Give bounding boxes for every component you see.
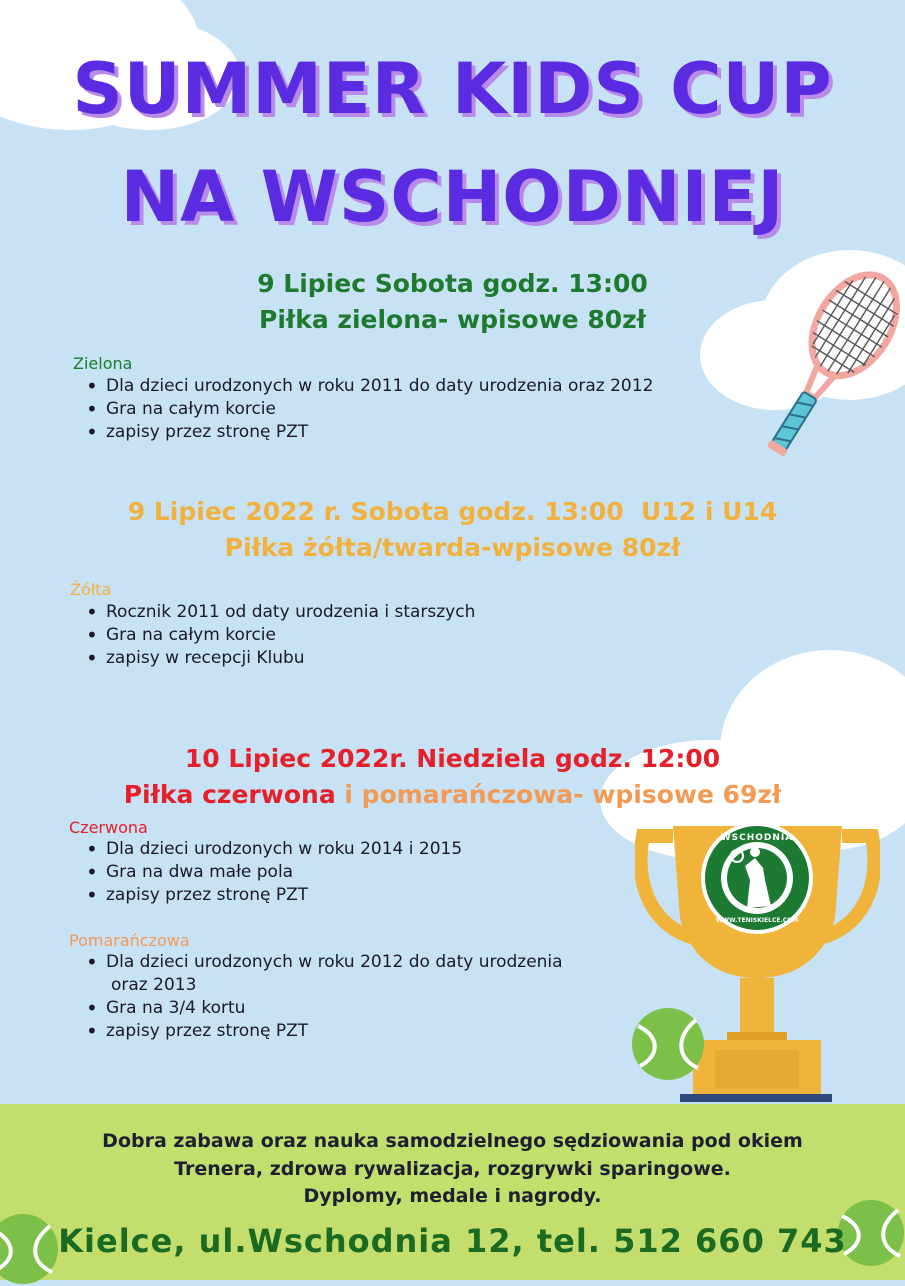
tennis-ball-icon — [630, 1006, 706, 1082]
green-list — [84, 375, 653, 444]
page-title-line1: SUMMER KIDS CUP — [72, 48, 833, 130]
list-item: • zapisy przez stronę PZT — [84, 421, 653, 444]
list-item: • zapisy przez stronę PZT — [84, 884, 462, 907]
red-header-line1: 10 Lipiec 2022r. Niedziela godz. 12:00 — [184, 744, 721, 773]
list-item: • zapisy w recepcji Klubu — [84, 647, 475, 670]
footer-line1: Dobra zabawa oraz nauka samodzielnego sędziowania pod okiem — [102, 1130, 803, 1152]
red-header-line2 — [0, 777, 905, 813]
list-item: • Gra na całym korcie — [84, 398, 653, 421]
footer-line3: Dyplomy, medale i nagrody. — [303, 1185, 602, 1207]
list-item: • Gra na całym korcie — [84, 624, 475, 647]
list-item: • Rocznik 2011 od daty urodzenia i starszych — [84, 601, 475, 624]
red-list — [84, 838, 462, 907]
list-item: • Gra na 3/4 kortu — [84, 997, 563, 1020]
green-category-label: Zielona — [73, 354, 133, 373]
red-category-label: Czerwona — [69, 818, 148, 837]
red-ball-label: Piłka czerwona — [123, 780, 336, 809]
yellow-list — [84, 601, 475, 670]
list-item — [84, 951, 563, 997]
list-item: • Dla dzieci urodzonych w roku 2014 i 2015 — [84, 838, 462, 861]
orange-list — [84, 951, 563, 1043]
list-item-continuation: oraz 2013 — [111, 975, 197, 995]
orange-ball-label: i pomarańczowa- wpisowe 69zł — [335, 780, 782, 809]
list-item: • Dla dzieci urodzonych w roku 2011 do daty urodzenia oraz 2012 — [84, 375, 653, 398]
tennis-racket-icon — [745, 262, 905, 477]
list-item: • zapisy przez stronę PZT — [84, 1020, 563, 1043]
yellow-header-line1: 9 Lipiec 2022 r. Sobota godz. 13:00 U12 i U14 — [127, 497, 778, 526]
green-header-line1: 9 Lipiec Sobota godz. 13:00 — [257, 269, 648, 298]
list-item: • Gra na dwa małe pola — [84, 861, 462, 884]
contact-info: Kielce, ul.Wschodnia 12, tel. 512 660 743 — [58, 1222, 847, 1260]
logo-top-text: WSCHODNIA — [720, 833, 794, 843]
green-header-line2: Piłka zielona- wpisowe 80zł — [259, 305, 646, 334]
footer-line2: Trenera, zdrowa rywalizacja, rozgrywki sparingowe. — [174, 1158, 731, 1180]
page-title-line2: NA WSCHODNIEJ — [120, 156, 785, 238]
yellow-category-label: Żółta — [70, 580, 112, 599]
list-item-text: Dla dzieci urodzonych w roku 2012 do daty urodzenia — [106, 952, 563, 972]
orange-category-label: Pomarańczowa — [69, 931, 190, 950]
logo-bottom-text: WWW.TENISKIELCE.COM — [715, 917, 799, 924]
yellow-header-line2: Piłka żółta/twarda-wpisowe 80zł — [224, 533, 681, 562]
